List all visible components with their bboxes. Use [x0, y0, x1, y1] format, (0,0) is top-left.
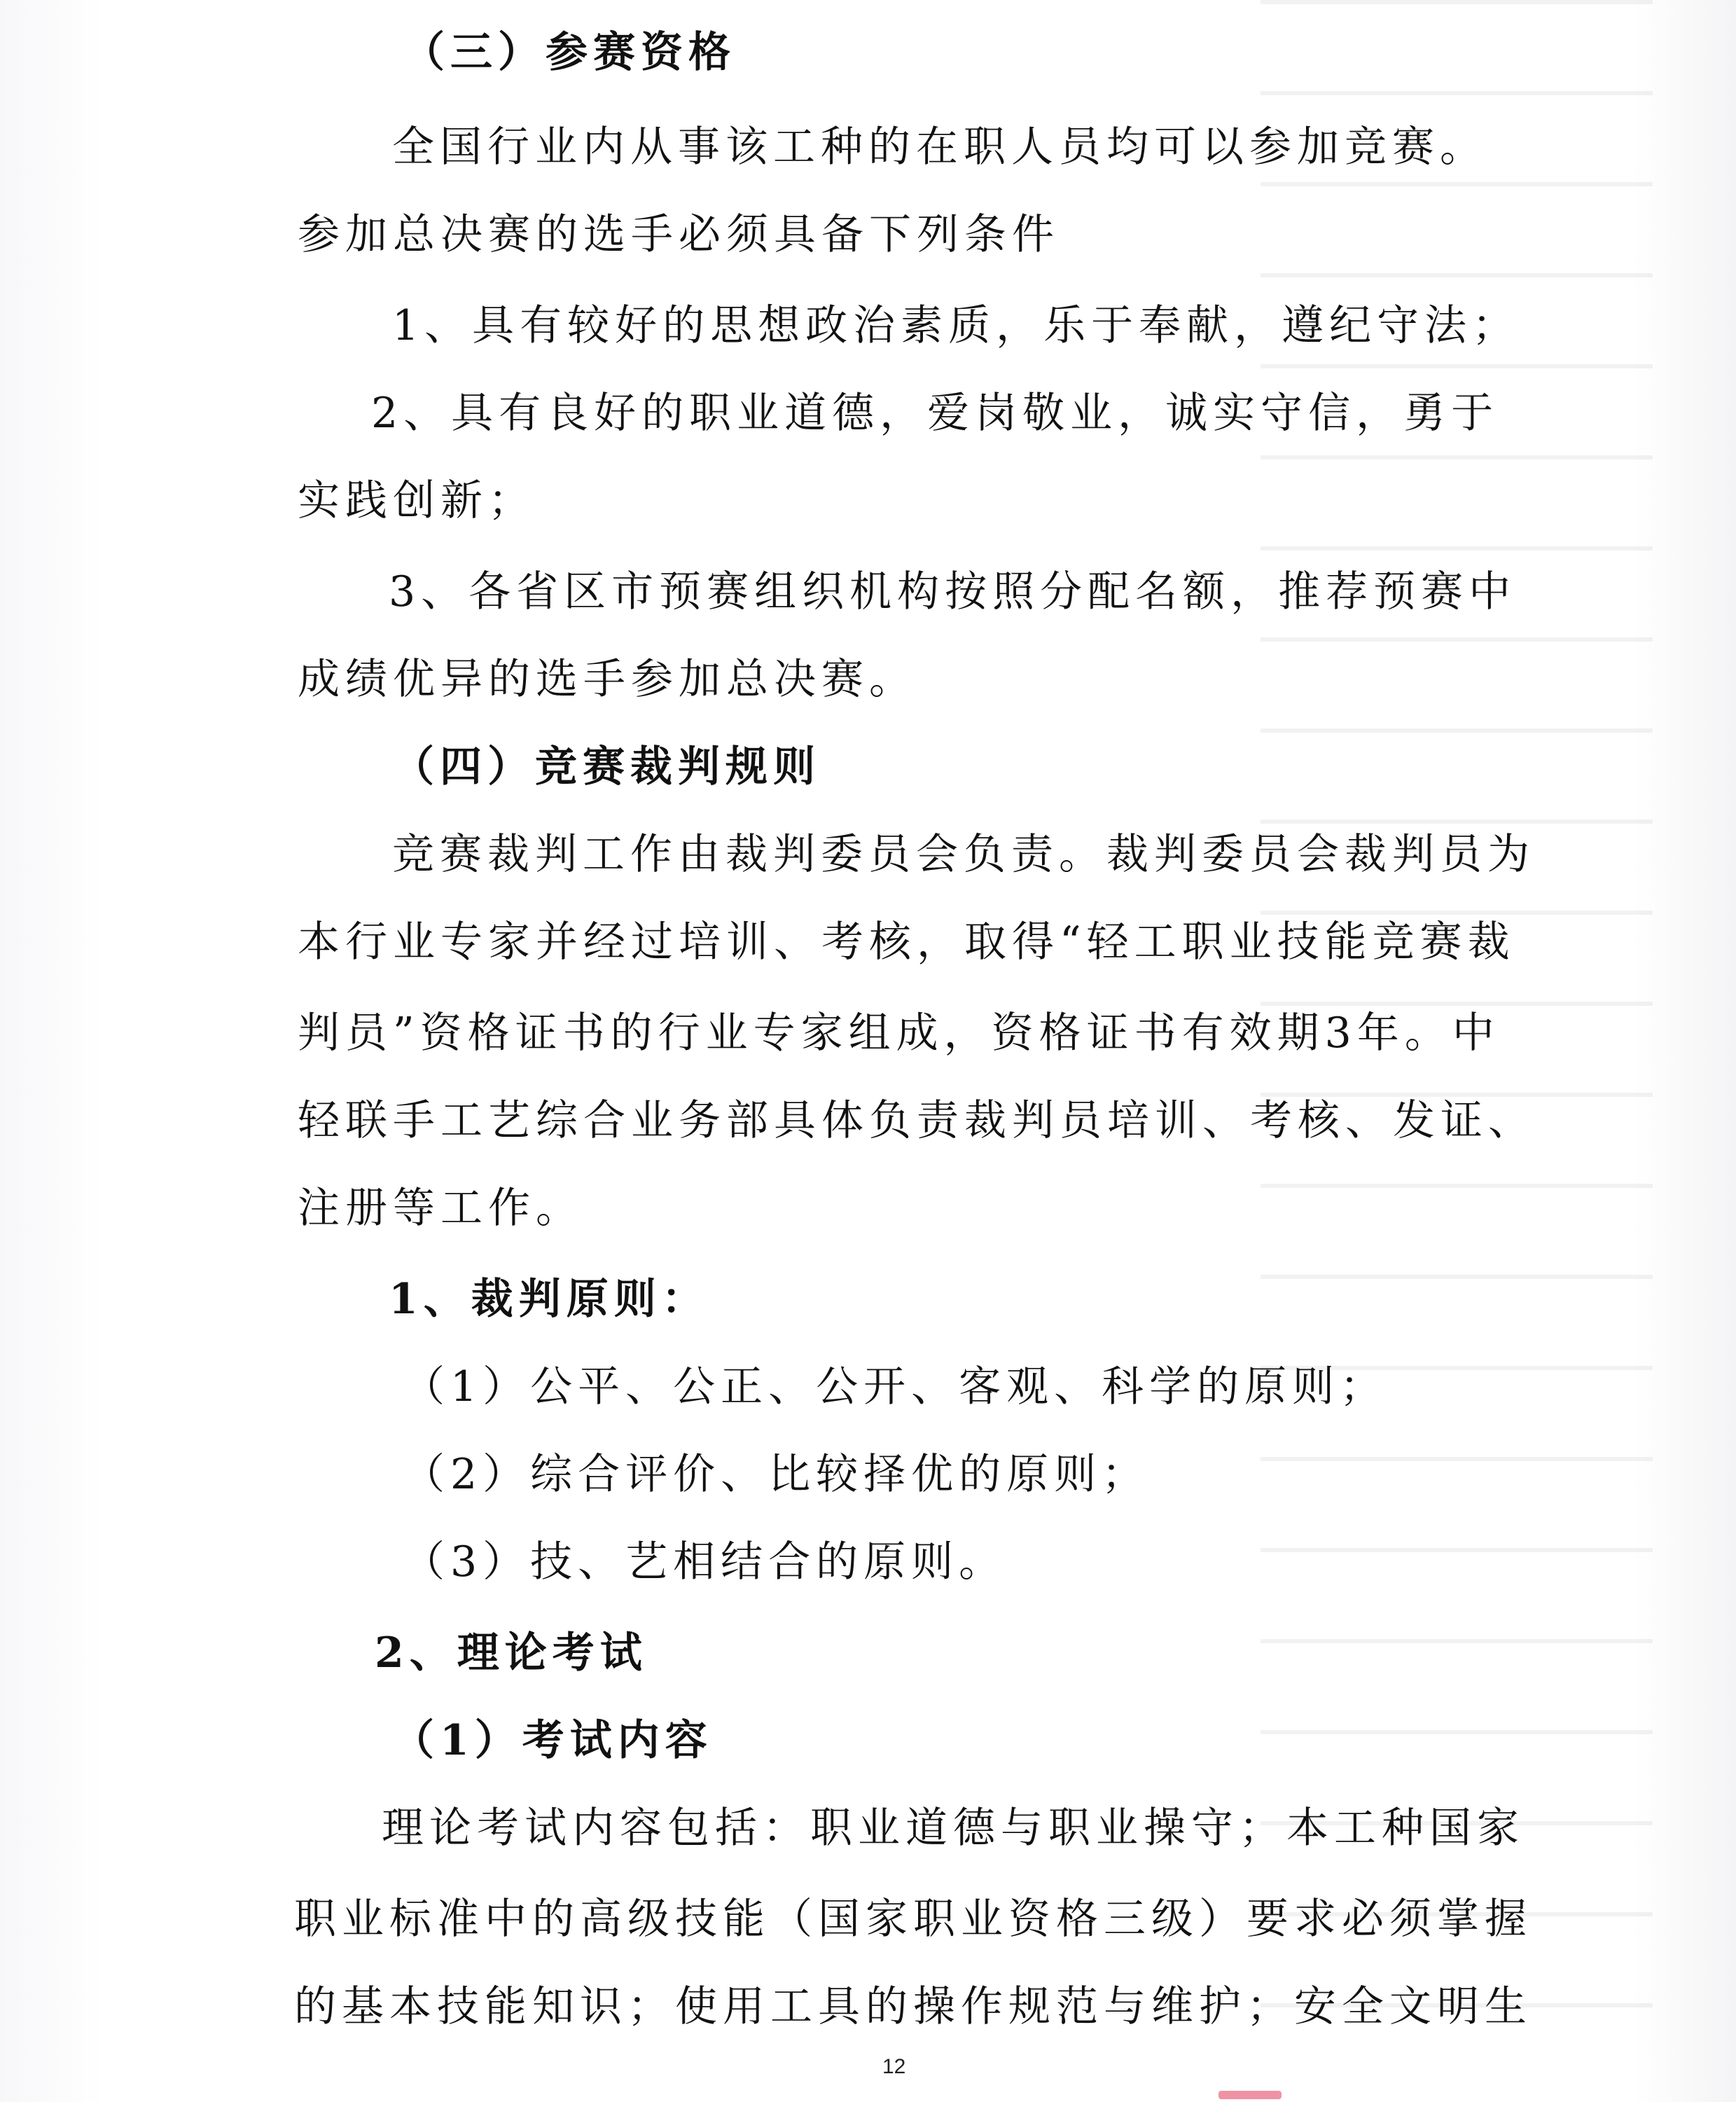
paragraph-line: 参加总决赛的选手必须具备下列条件 — [298, 210, 1060, 259]
list-item-line: 3、各省区市预赛组织机构按照分配名额，推荐预赛中 — [389, 567, 1517, 616]
paragraph-line: 全国行业内从事该工种的在职人员均可以参加竞赛。 — [392, 123, 1487, 172]
list-item-line: 实践创新； — [298, 476, 536, 525]
paragraph-line: 本行业专家并经过培训、考核，取得“轻工职业技能竞赛裁 — [298, 918, 1515, 967]
paragraph-line: 理论考试内容包括：职业道德与职业操守；本工种国家 — [382, 1804, 1525, 1853]
paragraph-line: 职业标准中的高级技能（国家职业资格三级）要求必须掌握 — [294, 1895, 1532, 1944]
paragraph-line: 判员”资格证书的行业专家组成，资格证书有效期3年。中 — [298, 1009, 1500, 1058]
list-item-line: 2、具有良好的职业道德，爱岗敬业，诚实守信，勇于 — [371, 389, 1499, 438]
section-heading-judging-rules: （四）竞赛裁判规则 — [392, 742, 821, 791]
subheading-judging-principles: 1、裁判原则： — [389, 1275, 709, 1324]
section-heading-eligibility: （三）参赛资格 — [403, 28, 736, 77]
paragraph-line: 的基本技能知识；使用工具的操作规范与维护；安全文明生 — [294, 1982, 1532, 2031]
page-number: 12 — [882, 2055, 906, 2078]
paragraph-line: 竞赛裁判工作由裁判委员会负责。裁判委员会裁判员为 — [392, 830, 1535, 879]
list-item-line: 1、具有较好的思想政治素质，乐于奉献，遵纪守法； — [392, 301, 1520, 350]
paragraph-line: 轻联手工艺综合业务部具体负责裁判员培训、考核、发证、 — [298, 1096, 1536, 1145]
paragraph-line: 注册等工作。 — [298, 1184, 583, 1233]
subheading-exam-content: （1）考试内容 — [392, 1716, 713, 1765]
list-item-line: （2）综合评价、比较择优的原则； — [403, 1450, 1150, 1499]
list-item-line: （3）技、艺相结合的原则。 — [403, 1537, 1007, 1586]
list-item-line: 成绩优异的选手参加总决赛。 — [298, 655, 917, 704]
stamp-mark — [1218, 2091, 1282, 2099]
subheading-theory-exam: 2、理论考试 — [375, 1629, 648, 1678]
list-item-line: （1）公平、公正、公开、客观、科学的原则； — [403, 1362, 1388, 1411]
